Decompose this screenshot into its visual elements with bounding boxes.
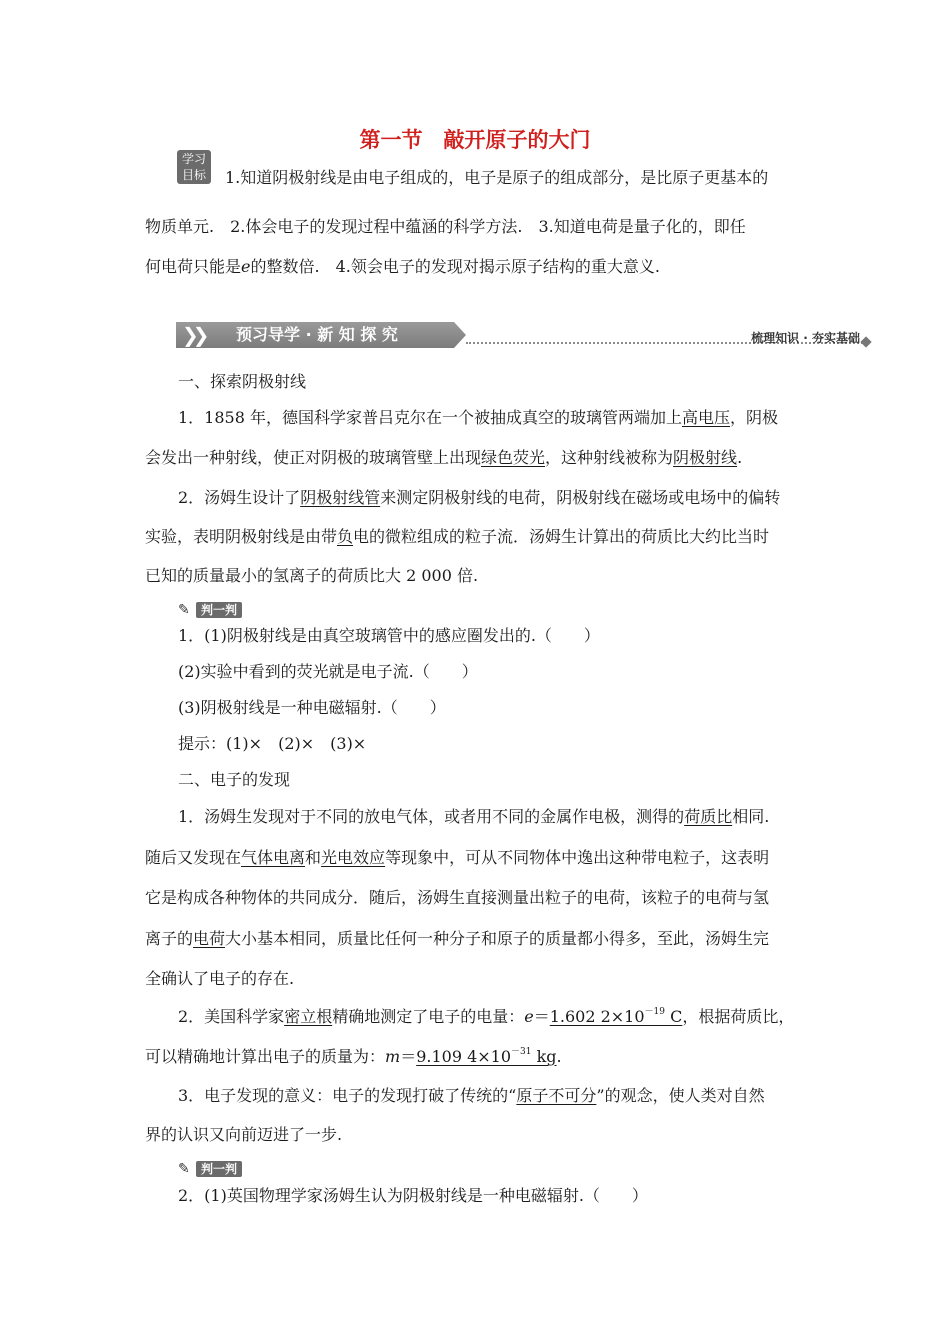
value: 1.602 2×10 (549, 1007, 645, 1026)
judge-2-question-1: 2．(1)英国物理学家汤姆生认为阴极射线是一种电磁辐射.（ ） (178, 1186, 648, 1205)
chevron-right-icon: ❯❯ (182, 323, 204, 347)
s2-p2-line-2 (145, 1047, 562, 1067)
fill-blank-answer (550, 1007, 683, 1026)
text: 离子的 (145, 929, 194, 948)
text: 1．1858 年，德国科学家普吕克尔在一个被抽成真空的玻璃管两端加上 (178, 408, 682, 427)
exponent: －19 (644, 1006, 665, 1017)
pen-icon: ✎ (178, 1161, 190, 1177)
fill-blank-answer: 负 (337, 527, 354, 546)
text: . (556, 1047, 562, 1066)
unit: C (665, 1007, 683, 1026)
text: 随后又发现在 (145, 848, 242, 867)
exponent: －31 (511, 1046, 532, 1057)
s1-p2-line-2 (145, 527, 769, 547)
banner-subtitle: 梳理知识 · 夯实基础 (751, 331, 860, 345)
text: 相同. (732, 807, 770, 826)
page-title: 第一节 敲开原子的大门 (359, 128, 591, 152)
pen-icon: ✎ (178, 602, 190, 618)
fill-blank-answer: 光电效应 (321, 848, 386, 867)
s2-p1-line-4 (145, 929, 769, 949)
diamond-icon (860, 336, 871, 347)
s1-p2-line-3: 已知的质量最小的氢离子的荷质比大 2 000 倍. (145, 566, 479, 585)
text: ，阴极 (730, 408, 779, 427)
s2-p1-line-3: 它是构成各种物体的共同成分．随后，汤姆生直接测量出粒子的电荷，该粒子的电荷与氢 (145, 888, 770, 907)
fill-blank-answer: 原子不可分 (516, 1086, 597, 1105)
fill-blank-answer: 绿色荧光 (481, 448, 546, 467)
fill-blank-answer: 阴极射线 (673, 448, 738, 467)
charge-symbol-e: e (241, 257, 251, 276)
goals-line-3-post: 的整数倍. 4.领会电子的发现对揭示原子结构的重大意义. (250, 257, 660, 276)
value: 9.109 4×10 (416, 1047, 512, 1066)
fill-blank-answer: 荷质比 (684, 807, 733, 826)
fill-blank-answer: 阴极射线管 (300, 488, 381, 507)
text: ”的观念，使人类对自然 (596, 1086, 765, 1105)
judge-1-hint: 提示：(1)× (2)× (3)× (178, 734, 367, 753)
s2-p1-line-5: 全确认了电子的存在. (145, 969, 295, 988)
fill-blank-answer: 密立根 (284, 1007, 333, 1026)
text: 电的微粒组成的粒子流．汤姆生计算出的荷质比大约比当时 (353, 527, 770, 546)
fill-blank-answer: 气体电离 (241, 848, 306, 867)
s1-p2-line-1 (178, 488, 780, 508)
judge-label-1 (178, 601, 242, 619)
s1-p1-line-1 (178, 408, 778, 428)
judge-label-text: 判一判 (196, 1161, 242, 1177)
judge-label-text: 判一判 (196, 602, 242, 618)
study-goals-badge (177, 150, 211, 184)
unit: kg (531, 1047, 557, 1066)
text: ＝ (533, 1007, 550, 1026)
text: ，根据荷质比， (682, 1007, 795, 1026)
text: 精确地测定了电子的电量： (332, 1007, 525, 1026)
text: 来测定阴极射线的电荷，阴极射线在磁场或电场中的偏转 (380, 488, 781, 507)
banner-title: 预习导学 · 新 知 探 究 (236, 325, 398, 344)
text: 1．汤姆生发现对于不同的放电气体，或者用不同的金属作电极，测得的 (178, 807, 685, 826)
text: 实验，表明阴极射线是由带 (145, 527, 338, 546)
text: 和 (305, 848, 322, 867)
s2-p3-line-2: 界的认识又向前迈进了一步. (145, 1125, 343, 1144)
section-2-heading: 二、电子的发现 (178, 770, 291, 789)
mass-symbol-m: m (385, 1047, 401, 1066)
judge-1-question-1: 1．(1)阴极射线是由真空玻璃管中的感应圈发出的.（ ） (178, 626, 600, 645)
fill-blank-answer: 电荷 (193, 929, 226, 948)
judge-label-2 (178, 1160, 242, 1178)
badge-bottom-text: 目标 (181, 168, 206, 182)
goals-line-3 (145, 257, 660, 277)
text: 可以精确地计算出电子的质量为： (145, 1047, 386, 1066)
s1-p1-line-2 (145, 448, 742, 468)
goals-line-1: 1.知道阴极射线是由电子组成的，电子是原子的组成部分，是比原子更基本的 (225, 168, 769, 187)
judge-1-question-3: (3)阴极射线是一种电磁辐射.（ ） (178, 698, 446, 717)
fill-blank-answer: 高电压 (682, 408, 731, 427)
text: 会发出一种射线，使正对阴极的玻璃管壁上出现 (145, 448, 482, 467)
text: ，这种射线被称为 (545, 448, 674, 467)
badge-top-text: 学习 (181, 152, 206, 166)
s2-p1-line-1 (178, 807, 769, 827)
s2-p2-line-1 (178, 1007, 794, 1027)
goals-line-3-pre: 何电荷只能是 (145, 257, 242, 276)
text: ＝ (400, 1047, 417, 1066)
section-1-heading: 一、探索阴极射线 (178, 372, 307, 391)
charge-symbol-e: e (524, 1007, 534, 1026)
fill-blank-answer (416, 1047, 556, 1066)
text: 2．美国科学家 (178, 1007, 285, 1026)
judge-1-question-2: (2)实验中看到的荧光就是电子流.（ ） (178, 662, 478, 681)
text: 3．电子发现的意义：电子的发现打破了传统的“ (178, 1086, 517, 1105)
section-banner (176, 320, 866, 352)
s2-p3-line-1 (178, 1086, 765, 1106)
text: 等现象中，可从不同物体中逸出这种带电粒子，这表明 (385, 848, 770, 867)
text: 大小基本相同，质量比任何一种分子和原子的质量都小得多，至此，汤姆生完 (225, 929, 770, 948)
text: . (737, 448, 743, 467)
s2-p1-line-2 (145, 848, 769, 868)
text: 2．汤姆生设计了 (178, 488, 301, 507)
goals-line-2: 物质单元. 2.体会电子的发现过程中蕴涵的科学方法. 3.知道电荷是量子化的，即任 (145, 217, 746, 236)
